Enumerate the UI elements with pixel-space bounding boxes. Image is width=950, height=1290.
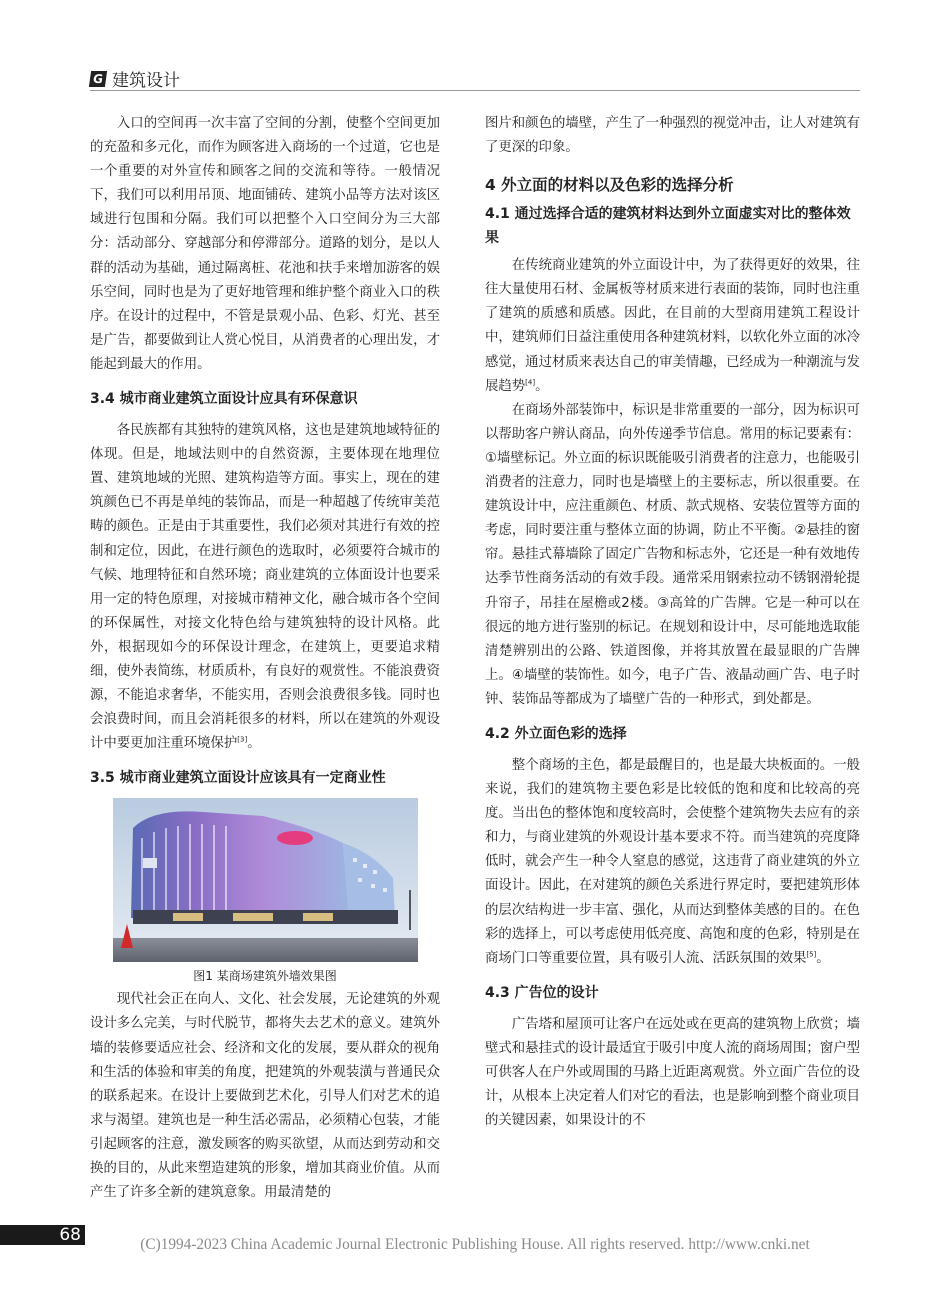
paragraph: 在商场外部装饰中，标识是非常重要的一部分，因为标识可以帮助客户辨认商品，向外传递季节信息。常用的标记要素有：①墙壁标记。外立面的标识既能吸引消费者的注意力，也能吸引消费者的注意力，同时也是墙壁上的主要标志，所以很重要。在建筑设计中，应注重颜色、材质、款式规格、安装位置等方面的考虑，同时要注重与整体立面的协调，防止不平衡。②悬挂的窗帘。悬挂式幕墙除了固定广告物和标志外，它还是一种有效地传达季节性商务活动的有效手段。通常采用钢索拉动不锈钢滑轮提升帘子，吊挂在屋檐或2楼。③高耸的广告牌。它是一种可以在很远的地方进行鉴别的标记。在规划和设计中，尽可能地选取能清楚辨别出的公路、铁道图像，并将其放置在最显眼的广告牌上。④墙壁的装饰性。如今，电子广告、液晶动画广告、电子时钟、装饰品等都成为了墙壁广告的一种形式，到处都是。 — [485, 402, 860, 707]
paragraph: 在传统商业建筑的外立面设计中，为了获得更好的效果，往往大量使用石材、金属板等材质来进行表面的装饰，同时也注重了建筑的质感和质感。因此，在目前的大型商用建筑工程设计中，建筑师们日益注重使用各种建筑材料，以软化外立面的冰冷感觉，通过材质来表达自己的审美情趣，已经成为一种潮流与发展趋势[4]。 — [485, 258, 860, 394]
paragraph: 各民族都有其独特的建筑风格，这也是建筑地域特征的体现。但是，地域法则中的自然资源，主要体现在地理位置、建筑地域的光照、建筑构造等方面。事实上，现在的建筑颜色已不再是单纯的装饰品，而是一种超越了传统审美范畴的颜色。正是由于其重要性，我们必须对其进行有效的控制和定位，因此，在进行颜色的选取时，必须要符合城市的气候、地理特征和自然环境；商业建筑的立体面设计也要采用一定的特色原理，对接城市精神文化，融合城市各个空间的环保属性，对接文化特色给与建筑独特的设计风格。此外，根据现如今的环保设计理念，在建筑上，更要追求精细，使外表简练，材质质朴，有良好的观赏性。不能浪费资源，不能追求奢华，不能实用，否则会浪费很多钱。同时也会浪费时间，而且会消耗很多的材料，所以在建筑的外观设计中要更加注重环境保护[3]。 — [90, 423, 440, 752]
left-column — [90, 112, 440, 1205]
paragraph: 图片和颜色的墙壁，产生了一种强烈的视觉冲击，让人对建筑有了更深的印象。 — [485, 116, 860, 156]
mall-facade-image — [113, 798, 418, 962]
journal-name: 建筑设计 — [112, 71, 180, 91]
section-heading-4-2: 4.2 外立面色彩的选择 — [485, 725, 627, 742]
figure-1 — [90, 798, 440, 986]
copyright-watermark: (C)1994-2023 China Academic Journal Electronic Publishing House. All rights reserved. http://www.cnki.net — [140, 1236, 810, 1253]
header-divider — [90, 90, 860, 91]
figure-caption: 图1 某商场建筑外墙效果图 — [193, 969, 337, 984]
citation-ref: [5] — [806, 950, 817, 959]
citation-ref: [3] — [237, 735, 248, 744]
paragraph: 广告塔和屋顶可让客户在远处或在更高的建筑物上欣赏；墙壁式和悬挂式的设计最适宜于吸引中度人流的商场周围；窗户型可供客人在户外或周围的马路上近距离观赏。外立面广告位的设计，从根本上决定着人们对它的看法，也是影响到整个商业项目的关键因素，如果设计的不 — [485, 1016, 860, 1129]
citation-ref: [4] — [525, 378, 536, 387]
right-column — [485, 112, 860, 1133]
section-heading-3-5: 3.5 城市商业建筑立面设计应该具有一定商业性 — [90, 770, 386, 787]
page-number: 68 — [0, 1225, 85, 1245]
paragraph: 入口的空间再一次丰富了空间的分割，使整个空间更加的充盈和多元化，而作为顾客进入商场的一个过道，它也是一个重要的对外宣传和顾客之间的交流和等待。一般情况下，我们可以利用吊顶、地面铺砖、建筑小品等方法对该区域进行包围和分隔。我们可以把整个入口空间分为三大部分：活动部分、穿越部分和停滞部分。道路的划分，是以人群的活动为基础，通过隔离桩、花池和扶手来增加游客的娱乐空间，同时也是为了更好地管理和维护整个商业入口的秩序。在设计的过程中，不管是景观小品、色彩、灯光、甚至是广告，都要做到让人赏心悦目，从消费者的心理出发，才能起到最大的作用。 — [90, 116, 440, 372]
section-heading-4: 4 外立面的材料以及色彩的选择分析 — [485, 176, 734, 195]
section-heading-4-1: 4.1 通过选择合适的建筑材料达到外立面虚实对比的整体效果 — [485, 206, 851, 247]
section-heading-4-3: 4.3 广告位的设计 — [485, 984, 599, 1001]
journal-header — [90, 66, 180, 91]
journal-logo-icon: G — [89, 71, 107, 87]
paragraph: 现代社会正在向人、文化、社会发展，无论建筑的外观设计多么完美，与时代脱节，都将失去艺术的意义。建筑外墙的装修要适应社会、经济和文化的发展，要从群众的视角和生活的体验和审美的角度，把建筑的外观装潢与普通民众的联系起来。在设计上要做到艺术化，引导人们对艺术的追求与渴望。建筑也是一种生活必需品，必须精心包装，才能引起顾客的注意，激发顾客的购买欲望，从而达到劳动和交换的目的，从此来塑造建筑的形象，增加其商业价值。从而产生了许多全新的建筑意象。用最清楚的 — [90, 992, 440, 1201]
section-heading-3-4: 3.4 城市商业建筑立面设计应具有环保意识 — [90, 391, 358, 408]
paragraph: 整个商场的主色，都是最醒目的，也是最大块板面的。一般来说，我们的建筑物主要色彩是比较低的饱和度和比较高的亮度。当出色的整体饱和度较高时，会使整个建筑物失去应有的亲和力，与商业建筑的外观设计基本要求不符。而当建筑的亮度降低时，就会产生一种令人窒息的感觉，这违背了商业建筑的外立面设计。因此，在对建筑的颜色关系进行界定时，要把建筑形体的层次结构进一步丰富、强化，从而达到整体美感的目的。在色彩的选择上，可以考虑使用低亮度、高饱和度的色彩，特别是在商场门口等重要位置，具有吸引人流、活跃氛围的效果[5]。 — [485, 757, 860, 966]
